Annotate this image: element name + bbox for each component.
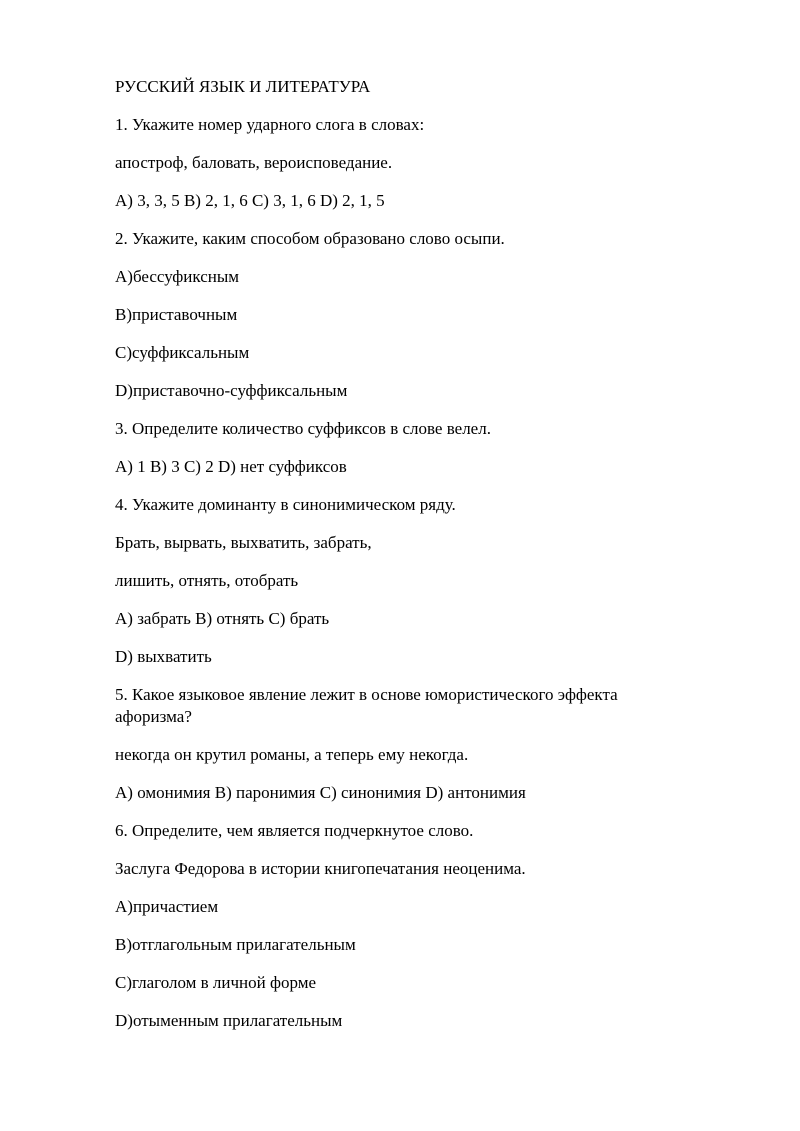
question-2-option-c: C)суффиксальным <box>115 343 250 362</box>
document-body <box>115 76 695 1032</box>
question-3-options: A) 1 B) 3 C) 2 D) нет суффиксов <box>115 457 347 476</box>
question-6-option-a: A)причастием <box>115 897 219 916</box>
question-1-options: A) 3, 3, 5 B) 2, 1, 6 C) 3, 1, 6 D) 2, 1, 5 <box>115 191 385 210</box>
question-4-option-d: D) выхватить <box>115 647 212 666</box>
question-4-options-abc: A) забрать B) отнять C) брать <box>115 609 330 628</box>
question-6-sentence: Заслуга Федорова в истории книгопечатания неоценима. <box>115 859 526 878</box>
question-2-option-b: B)приставочным <box>115 305 238 324</box>
question-6-option-b: B)отглагольным прилагательным <box>115 935 356 954</box>
question-6-option-d: D)отыменным прилагательным <box>115 1011 343 1030</box>
question-2-text: 2. Укажите, каким способом образовано слово осыпи. <box>115 229 505 248</box>
question-3-text: 3. Определите количество суффиксов в слове велел. <box>115 419 491 438</box>
question-2-option-a: A)бессуфиксным <box>115 267 240 286</box>
question-4-text: 4. Укажите доминанту в синонимическом ряду. <box>115 495 456 514</box>
question-5-text: 5. Какое языковое явление лежит в основе юмористического эффекта афоризма? <box>115 685 618 726</box>
question-6-option-c: C)глаголом в личной форме <box>115 973 317 992</box>
question-5-options: A) омонимия B) паронимия C) синонимия D) антонимия <box>115 783 526 802</box>
document-title: РУССКИЙ ЯЗЫК И ЛИТЕРАТУРА <box>115 77 371 96</box>
question-1-words: апостроф, баловать, вероисповедание. <box>115 153 393 172</box>
question-6-text: 6. Определите, чем является подчеркнутое слово. <box>115 821 474 840</box>
question-4-synonyms-line-2: лишить, отнять, отобрать <box>115 571 299 590</box>
question-1-text: 1. Укажите номер ударного слога в словах: <box>115 115 425 134</box>
question-5-aphorism: некогда он крутил романы, а теперь ему некогда. <box>115 745 469 764</box>
question-4-synonyms-line-1: Брать, вырвать, выхватить, забрать, <box>115 533 372 552</box>
question-2-option-d: D)приставочно-суффиксальным <box>115 381 348 400</box>
